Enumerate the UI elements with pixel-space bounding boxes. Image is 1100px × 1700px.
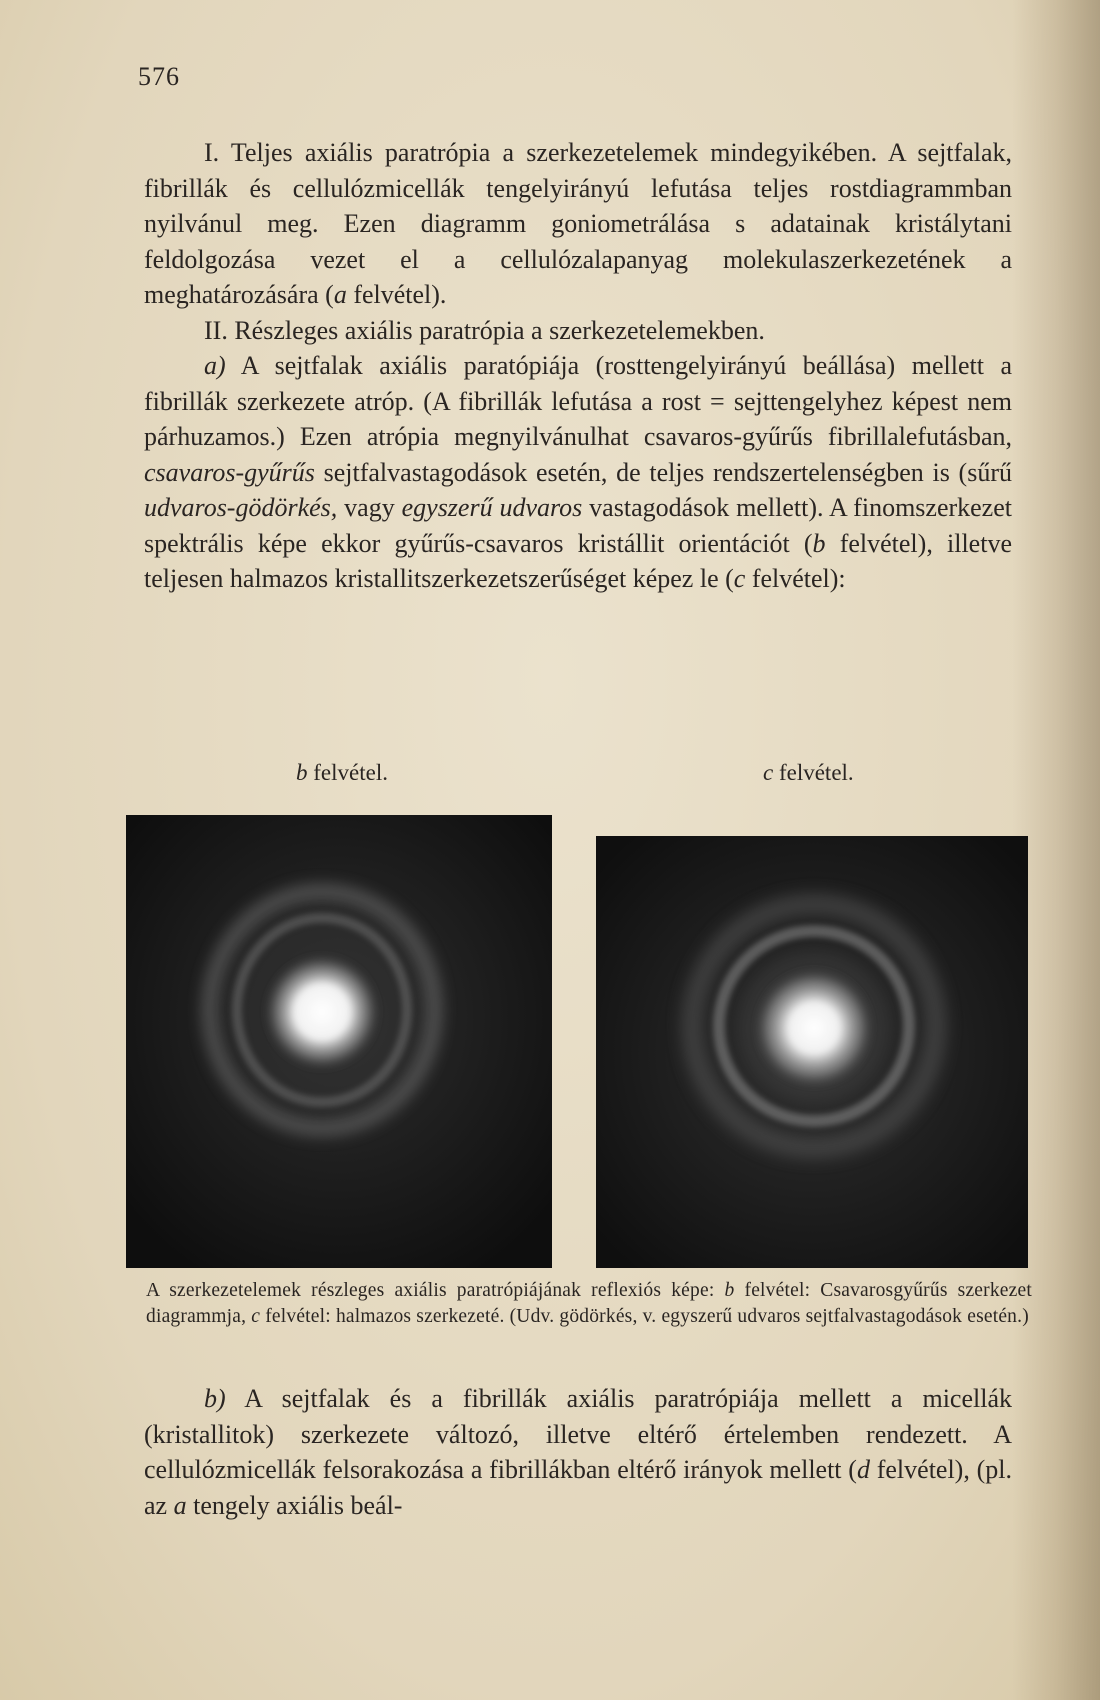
caption-text — [146, 1278, 1032, 1330]
para4-text-3: tengely axiális beál- — [186, 1490, 403, 1520]
figure-b-image — [126, 815, 552, 1268]
para3-italic-4: b — [812, 528, 826, 558]
para3-text-5: felvétel), illetve teljesen halmazos kristallitszerkezetszerűséget képez le ( — [144, 528, 1012, 593]
section-b-marker: b) — [204, 1384, 226, 1413]
figure-c-label — [763, 760, 854, 786]
figure-b-text: felvétel. — [307, 760, 388, 785]
para1-text-end: felvétel). — [346, 280, 447, 309]
figure-c-diffraction-photo — [596, 836, 1028, 1268]
figure-c-letter: c — [763, 760, 774, 785]
figure-c-text: felvétel. — [773, 760, 854, 785]
figure-b-label — [296, 760, 388, 786]
para3-text-4: vastagodások mellett). A finomszerkezet spektrális képe ekkor gyűrűs-csavaros kristállit orientációt ( — [144, 493, 1012, 558]
para3-text-3: vagy — [337, 493, 402, 522]
figure-b-diffraction-photo — [126, 815, 552, 1268]
para4-text-1: A sejtfalak és a fibrillák axiális paratrópiája mellett a micellák (kristallitok) szerkezete változó, illetve eltérő értelemben rendezett. A cellulózmicellák felsorakozása a fibrillákban eltérő irányok mellett ( — [144, 1384, 1012, 1484]
para3-italic-5: c — [733, 564, 746, 593]
caption-italic-b: b — [724, 1280, 735, 1301]
para3-italic-3: egyszerű udvaros — [401, 493, 583, 522]
paragraph-section-a — [144, 348, 1012, 597]
para3-text-2: sejtfalvastagodások esetén, de teljes rendszertelenségben is (sűrű — [314, 457, 1012, 487]
para3-text-1: A sejtfalak axiális paratópiája (rosttengelyirányú beállása) mellett a fibrillák szerkezete atróp. (A fibrillák lefutása a rost = sejttengelyhez képest nem párhuzamos.) Ezen atrópia megnyilvánulhat csavaros-gyűrűs fibrillalefutásban, — [144, 351, 1012, 451]
para3-italic-2: udvaros-gödörkés, — [144, 493, 338, 522]
section-a-marker: a) — [204, 351, 226, 380]
para4-text-2: felvétel), (pl. az — [144, 1455, 1012, 1520]
paragraph-full-axial-paratropy — [144, 135, 1012, 313]
page-number: 576 — [138, 62, 180, 91]
para3-text-6: felvétel): — [745, 564, 846, 593]
figure-c-image — [596, 836, 1028, 1268]
para3-italic-1: csavaros-gyűrűs — [144, 457, 315, 487]
para4-italic-1: d — [856, 1455, 870, 1484]
para4-italic-2: a — [173, 1490, 187, 1520]
paragraph-partial-axial-paratropy: II. Részleges axiális paratrópia a szerkezetelemekben. — [204, 315, 765, 345]
para1-italic: a — [333, 280, 347, 309]
caption-italic-c: c — [251, 1306, 261, 1327]
paragraph-section-b — [144, 1381, 1012, 1523]
caption-part-3: felvétel: halmazos szerkezeté. (Udv. gödörkés, v. egyszerű udvaros sejtfalvastagodások esetén.) — [260, 1306, 1029, 1327]
caption-part-1: A szerkezetelemek részleges axiális paratrópiájának reflexiós képe: — [146, 1280, 725, 1301]
text-block-top — [144, 135, 1012, 597]
figure-caption — [146, 1278, 1032, 1330]
caption-part-2: felvétel: Csavarosgyűrűs szerkezet diagrammja, — [146, 1280, 1032, 1327]
figure-b-letter: b — [296, 760, 308, 785]
para1-text: I. Teljes axiális paratrópia a szerkezetelemek mindegyikében. A sejtfalak, fibrillák és cellulózmicellák tengelyirányú lefutása teljes rostdiagrammban nyilvánul meg. Ezen diagramm goniometrálása s adatainak kristálytani feldolgozása vezet el a cellulózalapanyag molekulaszerkezetének a meghatározására ( — [144, 138, 1012, 309]
text-block-bottom — [144, 1381, 1012, 1523]
